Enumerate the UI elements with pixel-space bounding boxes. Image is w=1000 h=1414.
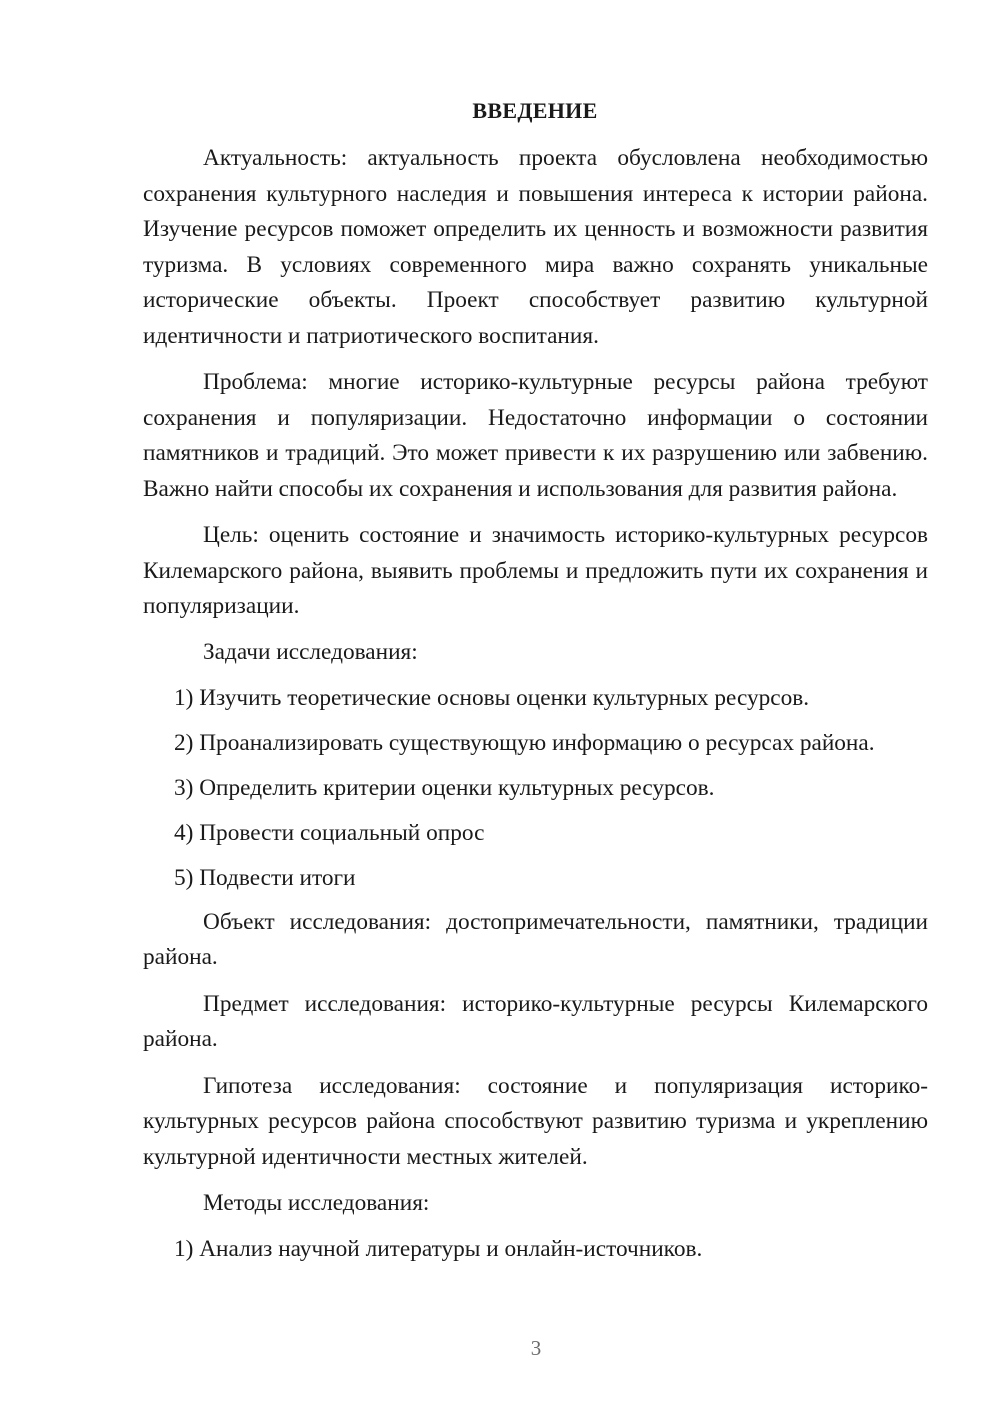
- object-paragraph: Объект исследования: достопримечательности, памятники, традиции района.: [143, 908, 928, 970]
- hypothesis-paragraph: Гипотеза исследования: состояние и популяризация историко-культурных ресурсов района способствуют развитию туризма и укреплению культурной идентичности местных жителей.: [143, 1072, 928, 1170]
- list-item: 1) Изучить теоретические основы оценки культурных ресурсов.: [174, 684, 810, 711]
- list-item: 3) Определить критерии оценки культурных ресурсов.: [174, 774, 715, 801]
- subject-paragraph: Предмет исследования: историко-культурные ресурсы Килемарского района.: [143, 990, 928, 1052]
- methods-list: [143, 1232, 928, 1277]
- list-item: 2) Проанализировать существующую информацию о ресурсах района.: [174, 729, 875, 756]
- list-item: 5) Подвести итоги: [174, 864, 356, 891]
- list-item: 4) Провести социальный опрос: [174, 819, 485, 846]
- tasks-list: [143, 681, 928, 905]
- document-body: [143, 141, 928, 1277]
- problem-paragraph: Проблема: многие историко-культурные ресурсы района требуют сохранения и популяризации. Недостаточно информации о состоянии памятников и традиций. Это может привести к их разрушению или забвению. Важно найти способы их сохранения и использования для развития района.: [143, 369, 928, 502]
- goal-paragraph: Цель: оценить состояние и значимость историко-культурных ресурсов Килемарского района, выявить проблемы и предложить пути их сохранения и популяризации.: [143, 522, 928, 619]
- methods-heading: Методы исследования:: [203, 1190, 430, 1216]
- page-number: 3: [530, 1336, 542, 1360]
- tasks-heading: Задачи исследования:: [203, 638, 418, 665]
- page-title: ВВЕДЕНИЕ: [472, 98, 598, 123]
- list-item: 1) Анализ научной литературы и онлайн-источников.: [174, 1236, 703, 1262]
- relevance-paragraph: Актуальность: актуальность проекта обусловлена необходимостью сохранения культурного наследия и повышения интереса к истории района. Изучение ресурсов поможет определить их ценность и возможности развития туризма. В условиях современного мира важно сохранять уникальные исторические объекты. Проект способствует развитию культурной идентичности и патриотического воспитания.: [143, 145, 928, 349]
